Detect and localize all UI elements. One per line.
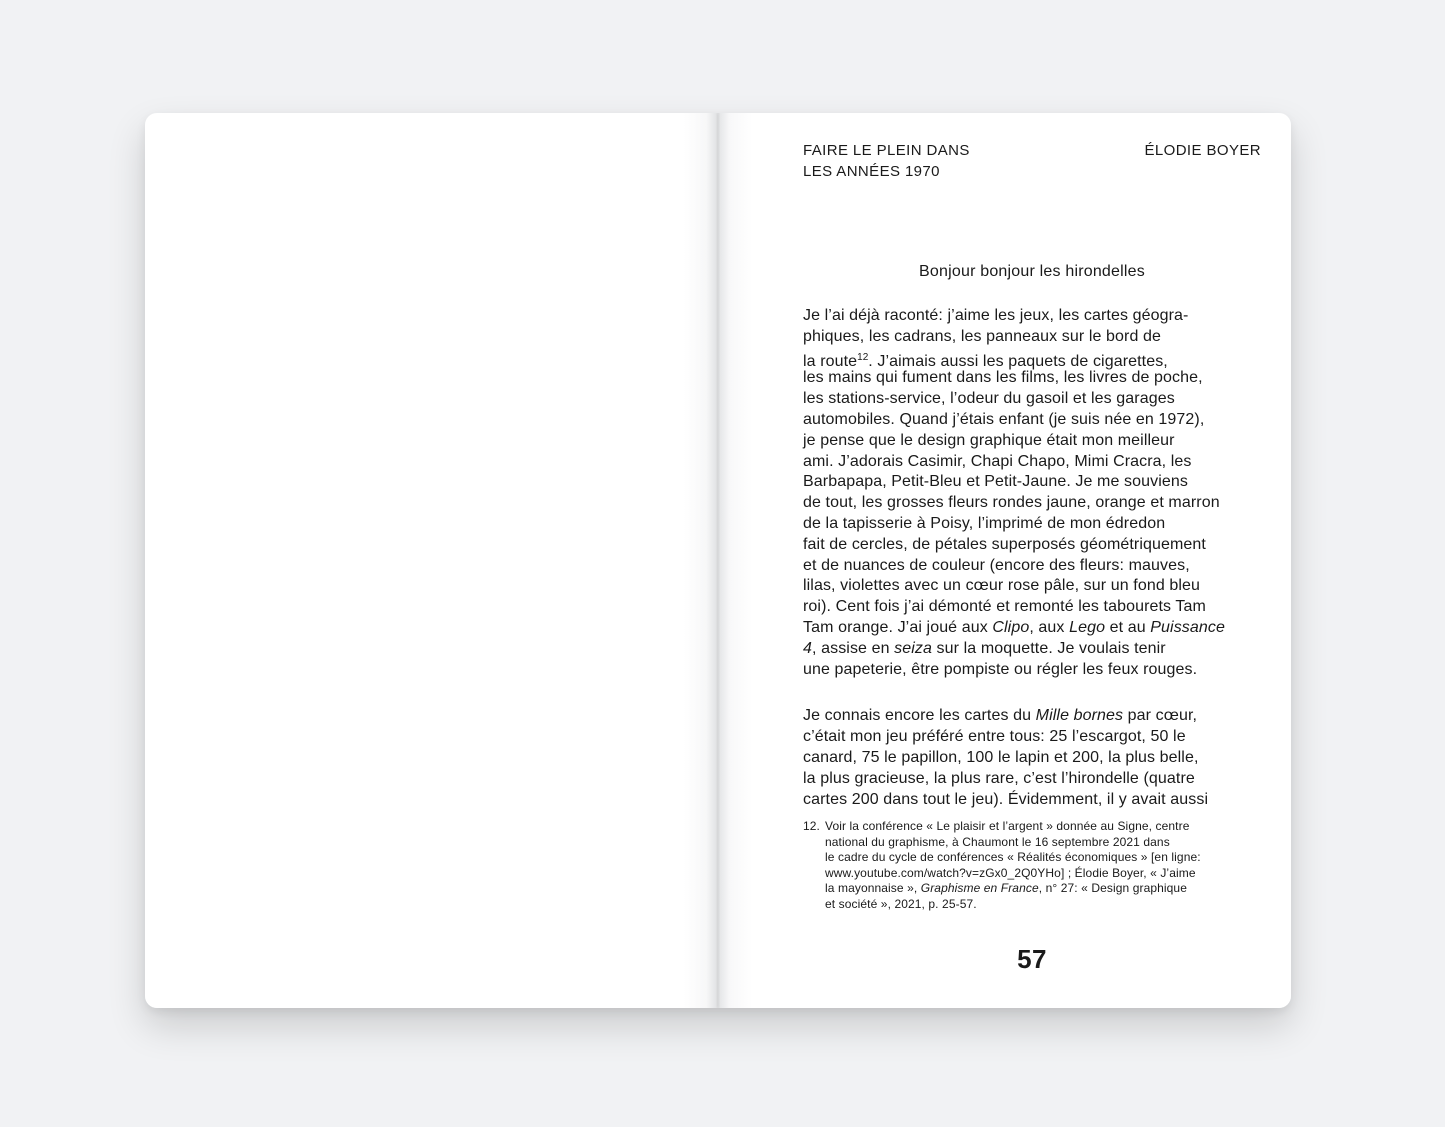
text-line: le cadre du cycle de conférences « Réalités économiques » [en ligne: <box>825 850 1201 865</box>
text-line: et société », 2021, p. 25-57. <box>825 896 977 911</box>
text-line: www.youtube.com/watch?v=zGx0_2Q0YHo] ; Élodie Boyer, « J’aime <box>825 865 1196 880</box>
text-line: la route$^{12}$. J’aimais aussi les paquets de cigarettes, <box>803 351 1168 370</box>
page-number: 57 <box>1017 944 1047 974</box>
text-line: les mains qui fument dans les films, les livres de poche, <box>803 369 1203 387</box>
text-line: je pense que le design graphique était mon meilleur <box>803 431 1175 449</box>
text-line: de la tapisserie à Poisy, l’imprimé de mon édredon <box>803 514 1166 532</box>
text-line: fait de cercles, de pétales superposés géométriquement <box>803 535 1206 553</box>
text-line: une papeterie, être pompiste ou régler les feux rouges. <box>803 660 1198 678</box>
open-book <box>145 113 1291 1008</box>
text-line: de tout, les grosses fleurs rondes jaune, orange et marron <box>803 494 1220 512</box>
text-line: Voir la conférence « Le plaisir et l’argent » donnée au Signe, centre <box>825 819 1190 833</box>
text-line: automobiles. Quand j’étais enfant (je suis née en 1972), <box>803 410 1205 428</box>
text-line: ami. J’adorais Casimir, Chapi Chapo, Mimi Cracra, les <box>803 452 1192 470</box>
footnote-number: 12. <box>803 819 820 833</box>
text-line: cartes 200 dans tout le jeu). Évidemment, il y avait aussi <box>803 790 1209 808</box>
body-text <box>803 306 1265 810</box>
running-header <box>803 140 1261 182</box>
text-line: Je connais encore les cartes du Mille bornes par cœur, <box>803 707 1198 725</box>
text-line: national du graphisme, à Chaumont le 16 septembre 2021 dans <box>825 834 1170 849</box>
text-line: Barbapapa, Petit-Bleu et Petit-Jaune. Je me souviens <box>803 473 1188 491</box>
running-header-author: ÉLODIE BOYER <box>1144 142 1261 159</box>
right-page <box>718 113 1291 1008</box>
footnote-text <box>825 819 1269 913</box>
text-line: canard, 75 le papillon, 100 le lapin et 200, la plus belle, <box>803 748 1199 766</box>
text-line: 4, assise en seiza sur la moquette. Je voulais tenir <box>803 639 1166 657</box>
running-header-title-line1: FAIRE LE PLEIN DANS <box>803 142 970 159</box>
text-line: lilas, violettes avec un cœur rose pâle, sur un fond bleu <box>803 577 1201 595</box>
text-line: Tam orange. J’ai joué aux Clipo, aux Lego et au Puissance <box>803 618 1225 636</box>
text-line: phiques, les cadrans, les panneaux sur le bord de <box>803 327 1162 345</box>
footnote <box>803 819 1269 913</box>
text-line: les stations-service, l’odeur du gasoil et les garages <box>803 390 1175 408</box>
text-line: la plus gracieuse, la plus rare, c’est l’hirondelle (quatre <box>803 769 1195 787</box>
paragraph-1 <box>803 306 1265 680</box>
running-header-title <box>803 140 970 182</box>
running-header-title-line2: LES ANNÉES 1970 <box>803 163 940 180</box>
text-line: roi). Cent fois j’ai démonté et remonté les tabourets Tam <box>803 598 1206 616</box>
text-line: la mayonnaise », Graphisme en France, n° 27: « Design graphique <box>825 881 1187 896</box>
left-page-blank <box>145 113 718 1008</box>
paragraph-2 <box>803 706 1265 810</box>
text-line: et de nuances de couleur (encore des fleurs: mauves, <box>803 556 1190 574</box>
text-line: Je l’ai déjà raconté: j’aime les jeux, les cartes géogra- <box>803 307 1189 324</box>
section-title: Bonjour bonjour les hirondelles <box>919 263 1145 280</box>
text-line: c’était mon jeu préféré entre tous: 25 l’escargot, 50 le <box>803 728 1186 746</box>
